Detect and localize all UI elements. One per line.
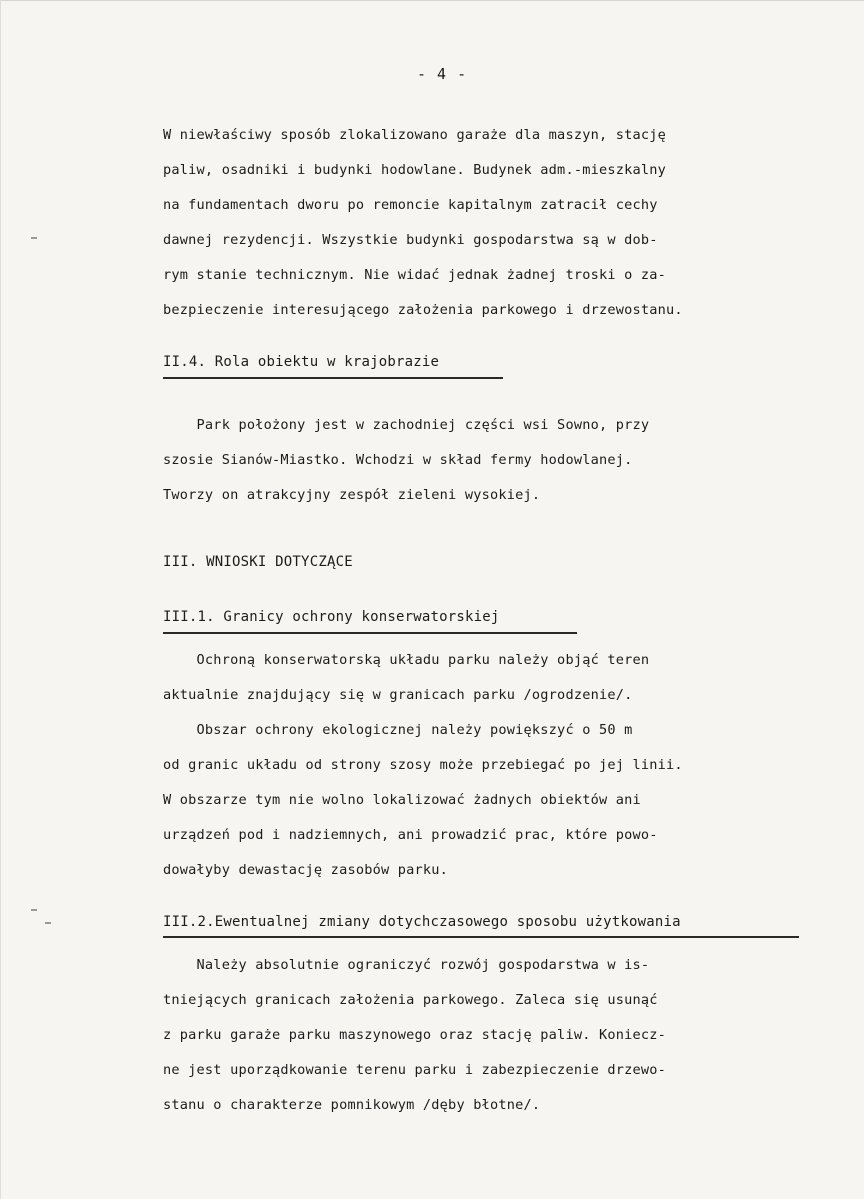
paragraph-line: od granic układu od strony szosy może przebiegać po jej linii.: [163, 757, 683, 773]
paragraph-line: z parku garaże parku maszynowego oraz stację paliw. Koniecz-: [163, 1027, 667, 1043]
paragraph-line: bezpieczenie interesującego założenia parkowego i drzewostanu.: [163, 302, 683, 318]
paragraph-line: W obszarze tym nie wolno lokalizować żadnych obiektów ani: [163, 792, 641, 808]
paragraph-line: Tworzy on atrakcyjny zespół zieleni wysokiej.: [163, 487, 541, 503]
paragraph-line: na fundamentach dworu po remoncie kapitalnym zatracił cechy: [163, 197, 658, 213]
paragraph-line: Należy absolutnie ograniczyć rozwój gospodarstwa w is-: [163, 957, 650, 973]
section-heading-III1: III.1. Granicy ochrony konserwatorskiej: [163, 609, 500, 625]
paragraph-line: Obszar ochrony ekologicznej należy powiększyć o 50 m: [163, 722, 633, 738]
section-heading-II4: II.4. Rola obiektu w krajobrazie: [163, 354, 440, 370]
section-heading-III: III. WNIOSKI DOTYCZĄCE: [163, 554, 353, 570]
paragraph-line: Park położony jest w zachodniej części wsi Sowno, przy: [163, 417, 650, 433]
section-heading-III2: III.2.Ewentualnej zmiany dotychczasowego sposobu użytkowania: [163, 914, 681, 930]
paragraph-line: paliw, osadniki i budynki hodowlane. Budynek adm.-mieszkalny: [163, 162, 667, 178]
paragraph-line: dowałyby dewastację zasobów parku.: [163, 862, 449, 878]
paragraph-line: urządzeń pod i nadziemnych, ani prowadzić prac, które powo-: [163, 827, 658, 843]
margin-mark: [31, 237, 37, 239]
page-number: - 4 -: [417, 65, 468, 83]
paragraph-line: stanu o charakterze pomnikowym /dęby błotne/.: [163, 1097, 541, 1113]
paragraph-line: dawnej rezydencji. Wszystkie budynki gospodarstwa są w dob-: [163, 232, 658, 248]
paragraph-line: ne jest uporządkowanie terenu parku i zabezpieczenie drzewo-: [163, 1062, 667, 1078]
heading-underline: [163, 377, 503, 379]
margin-mark: [31, 909, 37, 911]
paragraph-line: aktualnie znajdujący się w granicach parku /ogrodzenie/.: [163, 687, 633, 703]
paragraph-line: Ochroną konserwatorską układu parku należy objąć teren: [163, 652, 650, 668]
paragraph-line: szosie Sianów-Miastko. Wchodzi w skład fermy hodowlanej.: [163, 452, 633, 468]
heading-underline: [163, 632, 577, 634]
margin-mark: [45, 922, 51, 924]
paragraph-line: W niewłaściwy sposób zlokalizowano garaże dla maszyn, stację: [163, 127, 667, 143]
paragraph-line: rym stanie technicznym. Nie widać jednak żadnej troski o za-: [163, 267, 667, 283]
heading-underline: [163, 936, 799, 938]
paragraph-line: tniejących granicach założenia parkowego. Zaleca się usunąć: [163, 992, 658, 1008]
